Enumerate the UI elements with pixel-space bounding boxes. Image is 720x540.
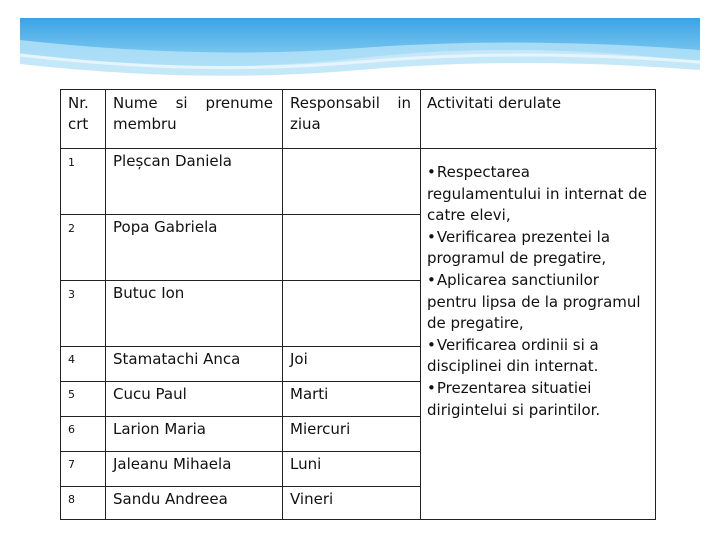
- activity-item: • Aplicarea sanctiunilor pentru lipsa de la programul de pregatire,: [427, 270, 655, 335]
- row-name: Popa Gabriela: [113, 218, 218, 236]
- row-nr: 1: [68, 156, 75, 169]
- row-nr: 4: [68, 353, 75, 366]
- row-name: Sandu Andreea: [113, 490, 228, 508]
- row-name: Pleșcan Daniela: [113, 152, 232, 170]
- activities-list: [427, 162, 655, 421]
- row-name: Stamatachi Anca: [113, 350, 241, 368]
- row-name: Butuc Ion: [113, 284, 185, 302]
- row-day: Marti: [290, 385, 329, 403]
- header-responsible: Responsabil in ziua: [290, 94, 411, 133]
- row-nr: 7: [68, 458, 75, 471]
- members-table: [60, 89, 656, 520]
- activity-item: • Verificarea prezentei la programul de pregatire,: [427, 227, 655, 270]
- row-nr: 6: [68, 423, 75, 436]
- row-day: Miercuri: [290, 420, 351, 438]
- header-name: Nume si prenume membru: [113, 94, 273, 133]
- row-nr: 5: [68, 388, 75, 401]
- activity-item: • Verificarea ordinii si a disciplinei din internat.: [427, 335, 655, 378]
- header-activities: Activitati derulate: [427, 94, 562, 112]
- row-day: Joi: [290, 350, 308, 368]
- row-name: Jaleanu Mihaela: [113, 455, 232, 473]
- header-nr: Nr. crt: [68, 94, 89, 133]
- row-nr: 8: [68, 493, 75, 506]
- row-nr: 2: [68, 222, 75, 235]
- activity-item: • Respectarea regulamentului in internat de catre elevi,: [427, 162, 655, 227]
- row-name: Larion Maria: [113, 420, 206, 438]
- row-day: Vineri: [290, 490, 334, 508]
- activity-item: • Prezentarea situatiei dirigintelui si parintilor.: [427, 378, 655, 421]
- header-banner: [0, 0, 720, 95]
- row-name: Cucu Paul: [113, 385, 187, 403]
- row-nr: 3: [68, 288, 75, 301]
- row-day: Luni: [290, 455, 322, 473]
